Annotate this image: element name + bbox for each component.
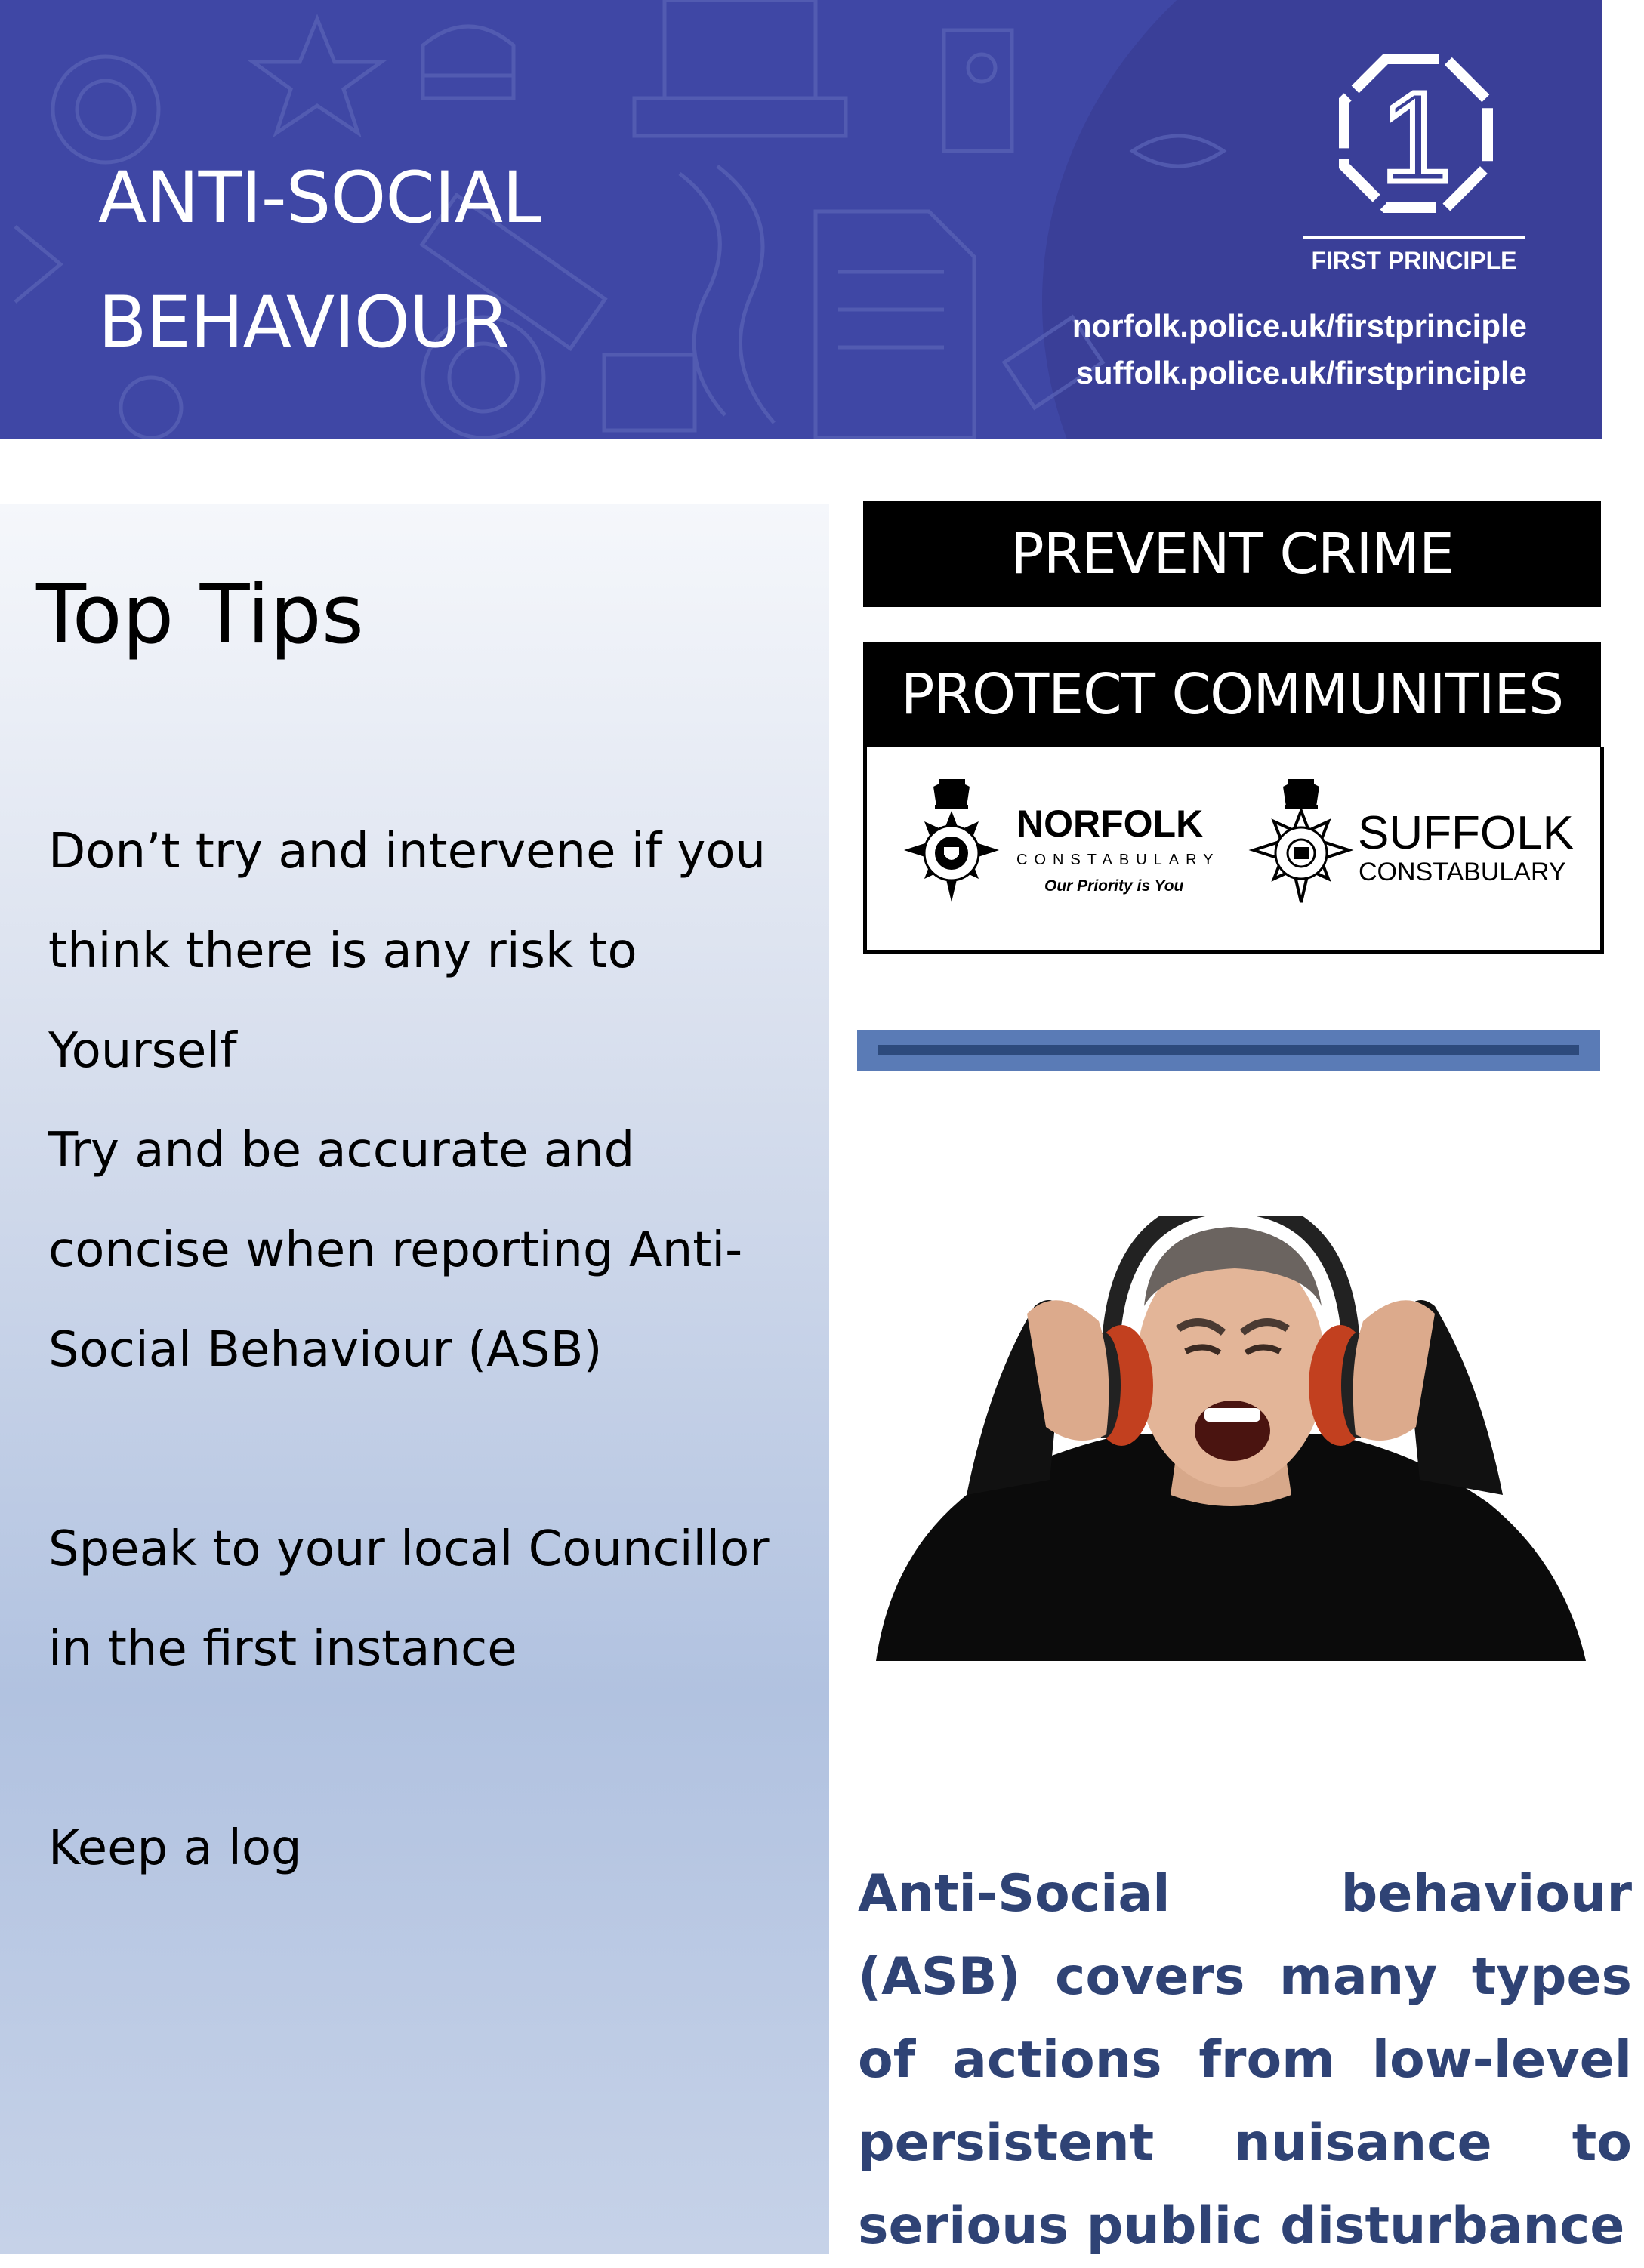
tip-item: Don’t try and intervene if you think there is any risk to Yourself [48,824,766,1079]
norfolk-constabulary-badge-icon [897,778,1007,906]
prevent-crime-banner: PREVENT CRIME [863,501,1601,607]
top-tips-heading: Top Tips [36,568,365,662]
tip-item: Speak to your local Councillor in the first instance [48,1521,770,1677]
asb-description: Anti-Social behaviour (ASB) covers many types of actions from low-level persistent nuisance to serious public disturbance [858,1864,1632,2256]
protect-communities-banner: PROTECT COMMUNITIES [863,642,1601,747]
tip-item: Keep a log [48,1820,302,1876]
norfolk-name: NORFOLK [1016,803,1204,845]
banner-title-line2: BEHAVIOUR [98,282,509,364]
header-banner [0,0,1602,439]
man-covering-ears-with-ear-defenders-photo [876,1216,1586,1661]
banner-title-line1: ANTI-SOCIAL [98,157,541,239]
section-divider-line [878,1045,1579,1055]
suffolk-url-link[interactable]: suffolk.police.uk/firstprinciple [1075,355,1527,390]
first-principle-label: FIRST PRINCIPLE [1311,247,1517,274]
norfolk-tagline: Our Priority is You [1044,877,1184,895]
suffolk-constabulary-badge-icon [1248,778,1354,906]
suffolk-name: SUFFOLK [1358,807,1574,859]
first-principle-numeral: 1 [1380,66,1452,209]
first-principle-rule [1303,236,1525,239]
first-principle-octagon-icon [1337,53,1495,223]
tip-item: Try and be accurate and concise when reporting Anti-Social Behaviour (ASB) [48,1123,743,1378]
norfolk-url-link[interactable]: norfolk.police.uk/firstprinciple [1072,308,1527,344]
banner-title [98,136,541,385]
suffolk-constabulary-label: CONSTABULARY [1359,858,1566,886]
constabulary-logos [863,747,1604,954]
section-divider [857,1030,1600,1071]
norfolk-constabulary-label: CONSTABULARY [1016,852,1220,868]
